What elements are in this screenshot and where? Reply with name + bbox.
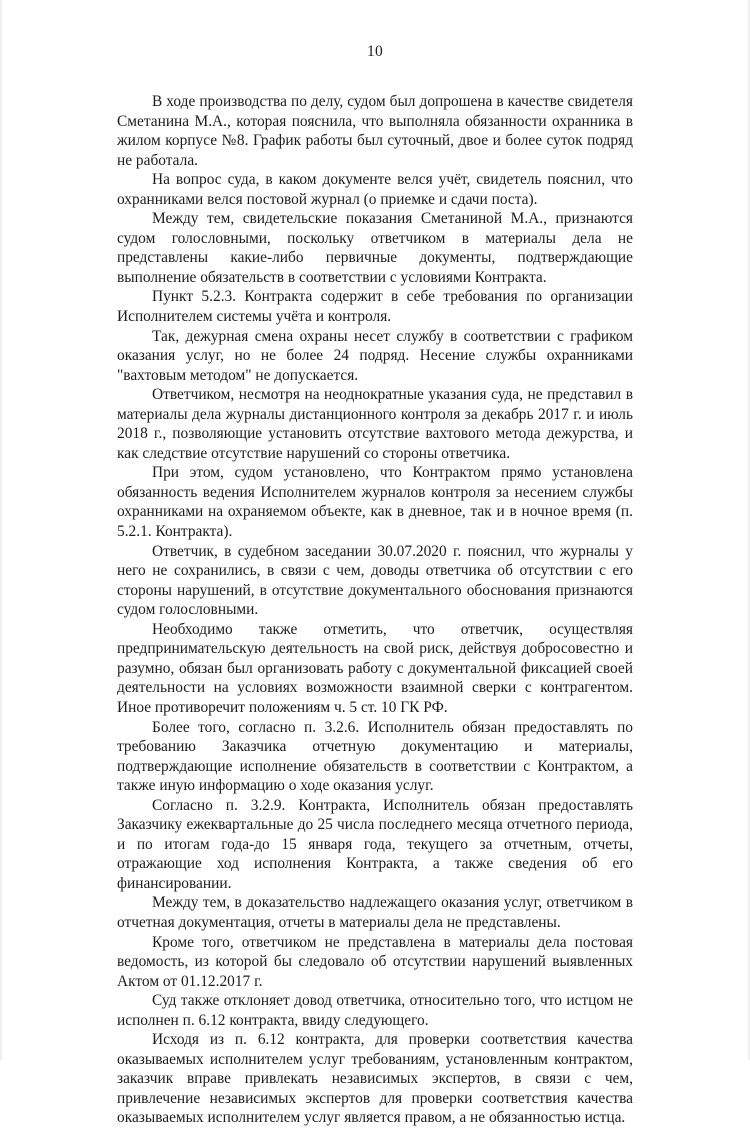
paragraph: Исходя из п. 6.12 контракта, для проверки соответствия качества оказываемых исполнителем услуг требованиям, установленным контрактом, заказчик вправе привлекать независимых экспертов, в связи с чем, привлечение независимых экспертов для проверки соответствия качества оказываемых исполнителем услуг является правом, а не обязанностью истца. [117, 1031, 633, 1127]
paragraph: Ответчик, в судебном заседании 30.07.2020 г. пояснил, что журналы у него не сохранились, в связи с чем, доводы ответчика об отсутствии с его стороны нарушений, в отсутствие документального обоснования признаются судом голословными. [117, 542, 633, 619]
document-body [117, 92, 633, 1128]
paragraph: Необходимо также отметить, что ответчик, осуществляя предпринимательскую деятельность на свой риск, действуя добросовестно и разумно, обязан был организовать работу с документальной фиксацией своей деятельности на условиях возможности взаимной сверки с контрагентом. Иное противоречит положениям ч. 5 ст. 10 ГК РФ. [117, 620, 633, 716]
paragraph: Кроме того, ответчиком не представлена в материалы дела постовая ведомость, из которой бы следовало об отсутствии нарушений выявленных Актом от 01.12.2017 г. [117, 933, 633, 990]
paragraph: Суд также отклоняет довод ответчика, относительно того, что истцом не исполнен п. 6.12 контракта, ввиду следующего. [117, 992, 633, 1029]
paragraph: Между тем, в доказательство надлежащего оказания услуг, ответчиком в отчетная документация, отчеты в материалы дела не представлены. [117, 894, 633, 931]
paragraph: Пункт 5.2.3. Контракта содержит в себе требования по организации Исполнителем системы учёта и контроля. [117, 288, 633, 326]
page-number: 10 [367, 43, 383, 60]
paragraph: На вопрос суда, в каком документе велся учёт, свидетель пояснил, что охранниками велся постовой журнал (о приемке и сдачи поста). [117, 171, 633, 208]
paragraph: Ответчиком, несмотря на неоднократные указания суда, не представил в материалы дела журналы дистанционного контроля за декабрь 2017 г. и июль 2018 г., позволяющие установить отсутствие вахтового метода дежурства, и как следствие отсутствие нарушений со стороны ответчика. [117, 386, 633, 462]
paragraph: Между тем, свидетельские показания Сметаниной М.А., признаются судом голословными, поскольку ответчиком в материалы дела не представлены какие-либо первичные документы, подтверждающие выполнение обязательств в соответствии с условиями Контракта. [117, 210, 633, 286]
paragraph: Согласно п. 3.2.9. Контракта, Исполнитель обязан предоставлять Заказчику ежеквартальные до 25 числа последнего месяца отчетного периода, и по итогам года-до 15 января года, текущего за отчетным, отчеты, отражающие ход исполнения Контракта, а также сведения об его финансировании. [117, 796, 633, 892]
paragraph: В ходе производства по делу, судом был допрошена в качестве свидетеля Сметанина М.А., которая пояснила, что выполняла обязанности охранника в жилом корпусе №8. График работы был суточный, двое и более суток подряд не работала. [117, 93, 633, 169]
paragraph: Так, дежурная смена охраны несет службу в соответствии с графиком оказания услуг, но не более 24 подряд. Несение службы охранниками "вахтовым методом" не допускается. [117, 327, 633, 384]
paragraph: При этом, судом установлено, что Контрактом прямо установлена обязанность ведения Исполнителем журналов контроля за несением службы охранниками на охраняемом объекте, как в дневное, так и в ночное время (п. 5.2.1. Контракта). [117, 464, 633, 541]
paragraph: Более того, согласно п. 3.2.6. Исполнитель обязан предоставлять по требованию Заказчика отчетную документацию и материалы, подтверждающие исполнение обязательств в соответствии с Контрактом, а также иную информацию о ходе оказания услуг. [117, 718, 633, 795]
